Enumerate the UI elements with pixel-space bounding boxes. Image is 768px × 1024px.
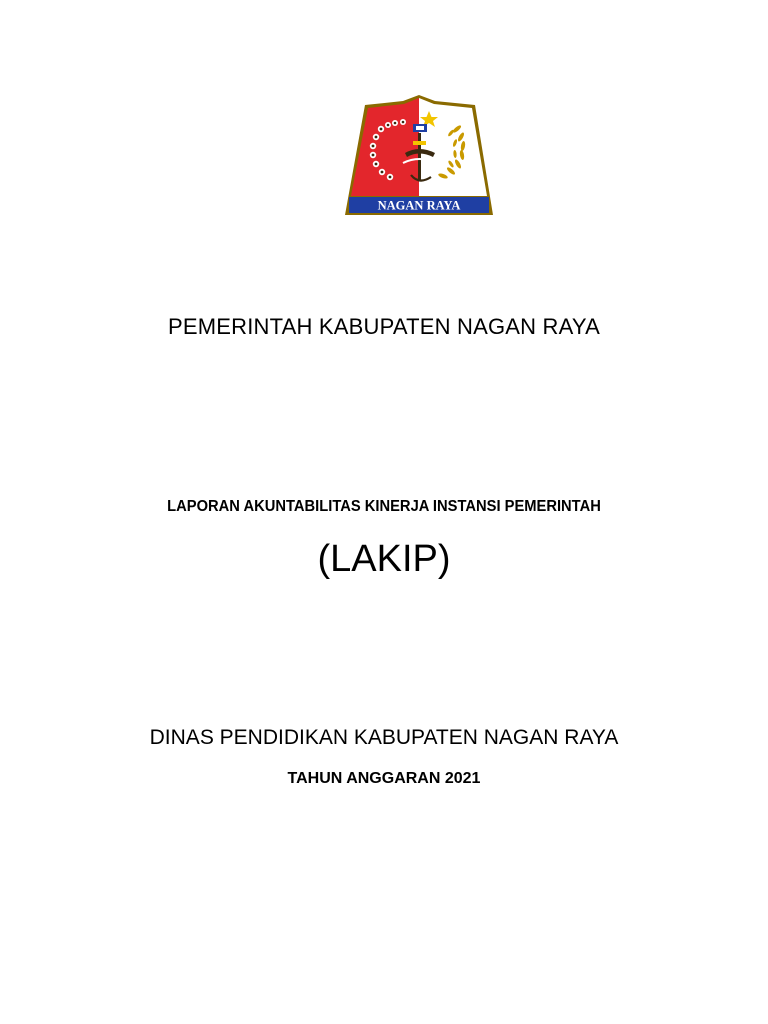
report-title: LAPORAN AKUNTABILITAS KINERJA INSTANSI PEMERINTAH	[167, 498, 601, 515]
government-title: PEMERINTAH KABUPATEN NAGAN RAYA	[167, 314, 600, 339]
rencong-icon	[418, 133, 421, 181]
shield-red-half	[351, 98, 419, 196]
coat-of-arms-icon	[343, 93, 495, 217]
nagan-raya-logo	[343, 93, 495, 217]
report-acronym: (LAKIP)	[317, 538, 451, 580]
fiscal-year: TAHUN ANGGARAN 2021	[287, 770, 481, 787]
logo-banner-text: NAGAN RAYA	[377, 198, 461, 213]
agency-name: DINAS PENDIDIKAN KABUPATEN NAGAN RAYA	[149, 726, 619, 749]
